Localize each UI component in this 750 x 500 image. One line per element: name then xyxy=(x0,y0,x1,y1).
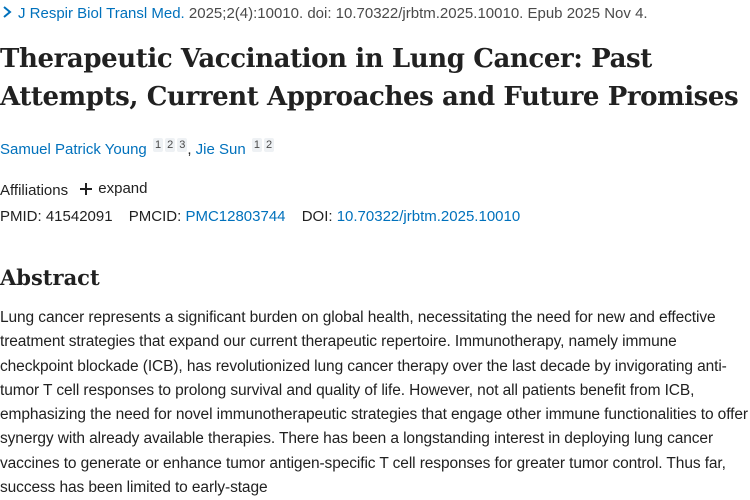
affiliation-ref[interactable]: 2 xyxy=(266,139,273,151)
chevron-right-icon[interactable] xyxy=(0,5,14,19)
author-separator: , xyxy=(187,141,196,158)
pmcid-label: PMCID: xyxy=(128,208,182,225)
affiliations-label: Affiliations xyxy=(0,182,69,199)
pmcid-link[interactable]: PMC12803744 xyxy=(185,208,286,225)
affiliations-expand-button[interactable] xyxy=(80,178,147,200)
pmid-label: PMID: xyxy=(0,208,42,225)
affiliation-ref[interactable]: 2 xyxy=(167,139,174,151)
affiliations-row xyxy=(0,178,147,202)
doi-link[interactable]: 10.70322/jrbtm.2025.10010 xyxy=(336,208,521,225)
author-list xyxy=(0,138,274,162)
author-link[interactable]: Jie Sun xyxy=(195,141,246,158)
author-link[interactable]: Samuel Patrick Young xyxy=(0,141,147,158)
plus-icon xyxy=(80,183,92,195)
expand-label: expand xyxy=(98,180,148,197)
pmid-value: 41542091 xyxy=(45,208,113,225)
identifiers-row xyxy=(0,206,532,228)
affiliation-ref[interactable]: 3 xyxy=(179,139,186,151)
doi-item xyxy=(302,208,521,225)
abstract-text: Lung cancer represents a significant burden on global health, necessitating the need for new and effective treatment strategies that expand our current therapeutic repertoire. Immunotherapy, namely immune checkpoint blockade (ICB), has revolutionized lung cancer therapy over the last decade by invigorating anti-tumor T cell responses to prolong survival and quality of life. However, not all patients benefit from ICB, emphasizing the need for novel immunotherapeutic strategies that engage other immune functionalities to offer synergy with already available therapies. There has been a longstanding interest in deploying lung cancer vaccines to generate or enhance tumor antigen-specific T cell responses for greater tumor control. Thus far, success has been limited to early-stage xyxy=(0,309,748,497)
affiliation-ref[interactable]: 1 xyxy=(253,139,260,151)
affiliation-ref[interactable]: 1 xyxy=(154,139,162,151)
pmcid-item xyxy=(129,208,286,225)
pmid-item xyxy=(0,208,113,225)
article-title: Therapeutic Vaccination in Lung Cancer: Past Attempts, Current Approaches and Future Promises xyxy=(0,44,739,112)
doi-label: DOI: xyxy=(301,208,333,225)
journal-link[interactable]: J Respir Biol Transl Med. xyxy=(18,5,185,22)
citation-line xyxy=(0,3,648,25)
abstract-heading: Abstract xyxy=(0,265,100,290)
citation-details: 2025;2(4):10010. doi: 10.70322/jrbtm.2025.10010. Epub 2025 Nov 4. xyxy=(184,5,648,22)
